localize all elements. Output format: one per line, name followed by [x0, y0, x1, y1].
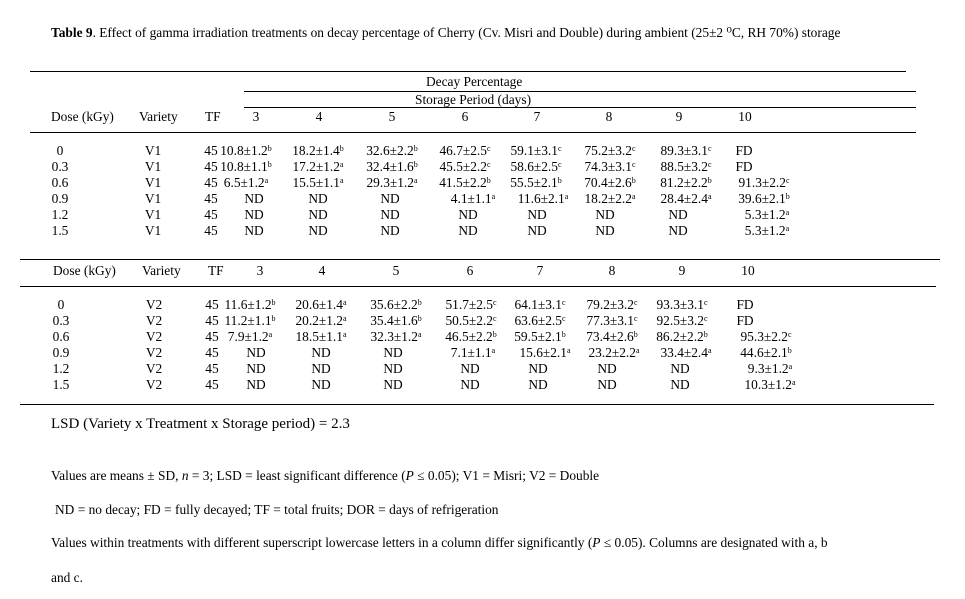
significance-letter: a — [788, 362, 793, 371]
decay-cell-day-10: 9.3±1.2$^a$ — [747, 361, 793, 376]
day-header-8: 8 — [605, 109, 613, 124]
dose-cell: 1.5 — [52, 377, 70, 392]
significance-letter: b — [557, 176, 562, 185]
tf-cell: 45 — [204, 159, 218, 174]
dose-cell: 1.2 — [52, 361, 70, 376]
decay-cell-day-10: 5.3±1.2$^a$ — [744, 207, 790, 222]
decay-cell-day-8: ND — [597, 377, 617, 392]
decay-cell-day-8: ND — [597, 361, 617, 376]
decay-cell-day-8: 18.2±2.2$^a$ — [584, 191, 636, 206]
significance-letter: b — [492, 330, 497, 339]
day-header-7: 7 — [536, 263, 544, 278]
means-note-c: = 3; LSD = least significant difference ( — [188, 468, 406, 483]
decay-cell-day-10: FD — [735, 159, 753, 174]
significance-letter: c — [631, 160, 636, 169]
decay-cell-day-7: ND — [527, 207, 547, 222]
day-header-9: 9 — [678, 263, 686, 278]
decay-percentage-header: Decay Percentage — [426, 74, 523, 89]
decay-cell-day-4: ND — [311, 361, 331, 376]
dose-cell: 0 — [57, 297, 65, 312]
variety-cell: V1 — [144, 175, 162, 190]
decay-cell-day-3: 6.5±1.2$^a$ — [223, 175, 269, 190]
header-rule-1 — [30, 132, 916, 133]
tf-cell: 45 — [204, 207, 218, 222]
significance-letter: b — [413, 144, 418, 153]
variety-cell: V1 — [144, 191, 162, 206]
significance-letter: b — [339, 144, 344, 153]
significance-letter: c — [486, 160, 491, 169]
variety-cell: V2 — [145, 313, 163, 328]
decay-cell-day-8: ND — [595, 223, 615, 238]
significance-letter: a — [791, 378, 796, 387]
significance-letter: c — [787, 330, 792, 339]
decay-cell-day-5: 32.3±1.2$^a$ — [370, 329, 422, 344]
day-header-8: 8 — [608, 263, 616, 278]
significance-letter: a — [268, 330, 273, 339]
decay-cell-day-8: 77.3±3.1$^c$ — [586, 313, 638, 328]
day-header-5: 5 — [388, 109, 396, 124]
decay-cell-day-4: 18.2±1.4$^b$ — [292, 143, 344, 158]
significance-letter: a — [339, 160, 344, 169]
decay-cell-day-3: 10.8±1.2$^b$ — [220, 143, 272, 158]
significance-letter: c — [703, 314, 708, 323]
decay-cell-day-7: 63.6±2.5$^c$ — [514, 313, 566, 328]
day-header-10: 10 — [741, 263, 755, 278]
dose-header: Dose (kGy) — [53, 263, 116, 278]
significance-letter: c — [633, 298, 638, 307]
dose-header: Dose (kGy) — [51, 109, 114, 124]
decay-cell-day-6: ND — [460, 361, 480, 376]
tf-cell: 45 — [205, 345, 219, 360]
decay-cell-day-10: 44.6±2.1$^b$ — [740, 345, 792, 360]
decay-cell-day-7: 55.5±2.1$^b$ — [510, 175, 562, 190]
significance-letter: b — [413, 160, 418, 169]
decay-cell-day-5: 32.6±2.2$^b$ — [366, 143, 418, 158]
variety-header: Variety — [142, 263, 181, 278]
significance-letter: a — [785, 208, 790, 217]
decay-cell-day-10: 39.6±2.1$^b$ — [738, 191, 790, 206]
decay-cell-day-9: 28.4±2.4$^a$ — [660, 191, 712, 206]
decay-cell-day-4: 17.2±1.2$^a$ — [292, 159, 344, 174]
header-rule-2 — [20, 286, 936, 287]
tf-cell: 45 — [205, 313, 219, 328]
significance-letter: c — [561, 298, 566, 307]
decay-cell-day-3: ND — [244, 223, 264, 238]
significance-letter: c — [557, 144, 562, 153]
decay-cell-day-3: ND — [246, 345, 266, 360]
bottom-rule — [20, 404, 934, 405]
variety-cell: V1 — [144, 159, 162, 174]
decay-cell-day-3: 11.2±1.1$^b$ — [224, 313, 276, 328]
significance-letter: a — [342, 298, 347, 307]
decay-cell-day-3: ND — [246, 377, 266, 392]
decay-cell-day-10: FD — [735, 143, 753, 158]
variety-cell: V2 — [145, 361, 163, 376]
decay-cell-day-6: ND — [460, 377, 480, 392]
significance-letter: a — [635, 346, 640, 355]
dose-cell: 1.5 — [51, 223, 69, 238]
decay-cell-day-7: 59.1±3.1$^c$ — [510, 143, 562, 158]
decay-cell-day-6: ND — [458, 207, 478, 222]
significance-letter: a — [785, 224, 790, 233]
significance-letter: b — [267, 160, 272, 169]
top-rule — [30, 71, 906, 72]
significance-letter: c — [486, 144, 491, 153]
tf-cell: 45 — [205, 361, 219, 376]
decay-cell-day-4: ND — [308, 207, 328, 222]
decay-cell-day-6: ND — [458, 223, 478, 238]
significance-letter: b — [486, 176, 491, 185]
decay-cell-day-7: ND — [528, 377, 548, 392]
decay-cell-day-4: ND — [308, 191, 328, 206]
decay-cell-day-4: 15.5±1.1$^a$ — [292, 175, 344, 190]
variety-header: Variety — [139, 109, 178, 124]
storage-period-header: Storage Period (days) — [415, 92, 532, 107]
significance-letter: b — [787, 346, 792, 355]
decay-cell-day-3: ND — [244, 207, 264, 222]
significance-letter: a — [342, 314, 347, 323]
significance-letter: a — [566, 346, 571, 355]
significance-letter: c — [492, 298, 497, 307]
decay-cell-day-7: ND — [528, 361, 548, 376]
significance-letter: b — [267, 144, 272, 153]
significance-letter: b — [417, 298, 422, 307]
decay-cell-day-4: ND — [311, 345, 331, 360]
significance-letter: b — [271, 298, 276, 307]
significance-letter: b — [271, 314, 276, 323]
decay-cell-day-5: ND — [380, 223, 400, 238]
means-note — [51, 468, 599, 484]
significance-letter: a — [491, 346, 496, 355]
decay-cell-day-7: 58.6±2.5$^c$ — [510, 159, 562, 174]
means-note-n: n — [181, 468, 189, 483]
decay-cell-day-10: 95.3±2.2$^c$ — [740, 329, 792, 344]
day-header-7: 7 — [533, 109, 541, 124]
decay-cell-day-10: FD — [736, 297, 754, 312]
decay-cell-day-10: 10.3±1.2$^a$ — [744, 377, 796, 392]
decay-cell-day-6: 45.5±2.2$^c$ — [439, 159, 491, 174]
tf-cell: 45 — [205, 297, 219, 312]
decay-cell-day-4: 20.6±1.4$^a$ — [295, 297, 347, 312]
day-header-4: 4 — [315, 109, 323, 124]
decay-cell-day-9: ND — [668, 223, 688, 238]
decay-cell-day-8: 23.2±2.2$^a$ — [588, 345, 640, 360]
caption-text: . Effect of gamma irradiation treatments on decay percentage of Cherry (Cv. Misri and Double) during ambient (25±2 ⁰C, RH 70%) storage — [92, 25, 841, 40]
decay-cell-day-6: 7.1±1.1$^a$ — [450, 345, 496, 360]
decay-cell-day-9: 81.2±2.2$^b$ — [660, 175, 712, 190]
decay-cell-day-5: ND — [383, 377, 403, 392]
significance-letter: a — [631, 192, 636, 201]
decay-cell-day-5: 35.4±1.6$^b$ — [370, 313, 422, 328]
day-header-10: 10 — [738, 109, 752, 124]
decay-cell-day-6: 41.5±2.2$^b$ — [439, 175, 491, 190]
significance-letter: c — [707, 144, 712, 153]
decay-cell-day-6: 51.7±2.5$^c$ — [445, 297, 497, 312]
significance-letter: a — [417, 330, 422, 339]
group-rule — [244, 91, 916, 92]
significance-letter: c — [785, 176, 790, 185]
table-caption — [51, 24, 921, 41]
significance-letter: b — [707, 176, 712, 185]
significance-letter: a — [564, 192, 569, 201]
significance-letter: c — [707, 160, 712, 169]
decay-cell-day-7: ND — [527, 223, 547, 238]
decay-cell-day-8: 79.2±3.2$^c$ — [586, 297, 638, 312]
tf-cell: 45 — [204, 223, 218, 238]
decay-cell-day-10: FD — [736, 313, 754, 328]
decay-cell-day-7: 11.6±2.1$^a$ — [517, 191, 569, 206]
significance-letter: c — [633, 314, 638, 323]
significance-letter: b — [561, 330, 566, 339]
decay-cell-day-9: ND — [670, 361, 690, 376]
decay-cell-day-3: 11.6±1.2$^b$ — [224, 297, 276, 312]
variety-cell: V2 — [145, 345, 163, 360]
means-note-e: ≤ 0.05); V1 = Misri; V2 = Double — [413, 468, 600, 483]
decay-cell-day-5: 32.4±1.6$^b$ — [366, 159, 418, 174]
variety-cell: V2 — [145, 377, 163, 392]
significance-letter: a — [342, 330, 347, 339]
dose-cell: 0.3 — [51, 159, 69, 174]
decay-cell-day-9: 33.4±2.4$^a$ — [660, 345, 712, 360]
decay-cell-day-9: ND — [668, 207, 688, 222]
variety-cell: V2 — [145, 329, 163, 344]
significance-note — [51, 535, 828, 551]
dose-cell: 0.6 — [52, 329, 70, 344]
subgroup-rule — [244, 107, 916, 108]
significance-letter: a — [264, 176, 269, 185]
decay-cell-day-9: 92.5±3.2$^c$ — [656, 313, 708, 328]
decay-cell-day-7: 15.6±2.1$^a$ — [519, 345, 571, 360]
dose-cell: 0 — [56, 143, 64, 158]
significance-letter: c — [561, 314, 566, 323]
day-header-6: 6 — [461, 109, 469, 124]
variety-cell: V1 — [144, 207, 162, 222]
significance-letter: a — [413, 176, 418, 185]
significance-letter: b — [785, 192, 790, 201]
decay-cell-day-5: ND — [380, 191, 400, 206]
tf-cell: 45 — [204, 175, 218, 190]
lsd-note: LSD (Variety x Treatment x Storage period) = 2.3 — [51, 416, 350, 432]
decay-cell-day-9: 88.5±3.2$^c$ — [660, 159, 712, 174]
decay-cell-day-3: 7.9±1.2$^a$ — [227, 329, 273, 344]
tf-cell: 45 — [205, 377, 219, 392]
means-note-p: P — [405, 468, 414, 483]
dose-cell: 0.9 — [52, 345, 70, 360]
decay-cell-day-4: ND — [308, 223, 328, 238]
significance-letter: b — [631, 176, 636, 185]
significance-note-end: and c. — [51, 570, 83, 585]
decay-cell-day-6: 46.5±2.2$^b$ — [445, 329, 497, 344]
decay-cell-day-8: 70.4±2.6$^b$ — [584, 175, 636, 190]
decay-cell-day-6: 50.5±2.2$^c$ — [445, 313, 497, 328]
dose-cell: 1.2 — [51, 207, 69, 222]
decay-cell-day-7: 64.1±3.1$^c$ — [514, 297, 566, 312]
decay-cell-day-9: ND — [670, 377, 690, 392]
day-header-5: 5 — [392, 263, 400, 278]
day-header-6: 6 — [466, 263, 474, 278]
decay-cell-day-9: 86.2±2.2$^b$ — [656, 329, 708, 344]
decay-cell-day-3: ND — [246, 361, 266, 376]
significance-letter: a — [339, 176, 344, 185]
day-header-4: 4 — [318, 263, 326, 278]
significance-note-p: P — [592, 535, 601, 550]
significance-letter: c — [703, 298, 708, 307]
table-label: Table 9 — [51, 25, 93, 40]
variety-cell: V1 — [144, 223, 162, 238]
decay-cell-day-9: 89.3±3.1$^c$ — [660, 143, 712, 158]
decay-cell-day-5: 35.6±2.2$^b$ — [370, 297, 422, 312]
day-header-9: 9 — [675, 109, 683, 124]
means-note-a: Values are means ± SD, — [51, 468, 182, 483]
significance-note-c: ≤ 0.05). Columns are designated with a, b — [600, 535, 828, 550]
dose-cell: 0.6 — [51, 175, 69, 190]
significance-letter: a — [707, 192, 712, 201]
tf-cell: 45 — [204, 191, 218, 206]
significance-letter: b — [703, 330, 708, 339]
significance-letter: a — [491, 192, 496, 201]
decay-cell-day-8: 75.2±3.2$^c$ — [584, 143, 636, 158]
day-header-3: 3 — [256, 263, 264, 278]
decay-cell-day-7: 59.5±2.1$^b$ — [514, 329, 566, 344]
abbreviation-note: ND = no decay; FD = fully decayed; TF = total fruits; DOR = days of refrigeration — [55, 502, 499, 517]
section-rule-1 — [20, 259, 940, 260]
significance-letter: a — [707, 346, 712, 355]
day-header-3: 3 — [252, 109, 260, 124]
significance-letter: c — [557, 160, 562, 169]
decay-cell-day-5: ND — [383, 345, 403, 360]
significance-letter: c — [492, 314, 497, 323]
tf-cell: 45 — [205, 329, 219, 344]
decay-cell-day-8: 73.4±2.6$^b$ — [586, 329, 638, 344]
dose-cell: 0.3 — [52, 313, 70, 328]
tf-header: TF — [205, 109, 221, 124]
tf-header: TF — [208, 263, 224, 278]
decay-cell-day-3: ND — [244, 191, 264, 206]
variety-cell: V2 — [145, 297, 163, 312]
significance-note-a: Values within treatments with different superscript lowercase letters in a column differ significantly ( — [51, 535, 593, 550]
decay-cell-day-4: ND — [311, 377, 331, 392]
significance-letter: c — [631, 144, 636, 153]
decay-cell-day-4: 18.5±1.1$^a$ — [295, 329, 347, 344]
decay-cell-day-8: 74.3±3.1$^c$ — [584, 159, 636, 174]
variety-cell: V1 — [144, 143, 162, 158]
decay-cell-day-9: 93.3±3.1$^c$ — [656, 297, 708, 312]
decay-cell-day-6: 4.1±1.1$^a$ — [450, 191, 496, 206]
tf-cell: 45 — [204, 143, 218, 158]
decay-cell-day-3: 10.8±1.1$^b$ — [220, 159, 272, 174]
dose-cell: 0.9 — [51, 191, 69, 206]
decay-cell-day-5: ND — [383, 361, 403, 376]
decay-cell-day-4: 20.2±1.2$^a$ — [295, 313, 347, 328]
decay-cell-day-8: ND — [595, 207, 615, 222]
decay-cell-day-10: 5.3±1.2$^a$ — [744, 223, 790, 238]
decay-cell-day-10: 91.3±2.2$^c$ — [738, 175, 790, 190]
significance-letter: b — [633, 330, 638, 339]
decay-cell-day-5: ND — [380, 207, 400, 222]
decay-cell-day-6: 46.7±2.5$^c$ — [439, 143, 491, 158]
significance-letter: b — [417, 314, 422, 323]
decay-cell-day-5: 29.3±1.2$^a$ — [366, 175, 418, 190]
